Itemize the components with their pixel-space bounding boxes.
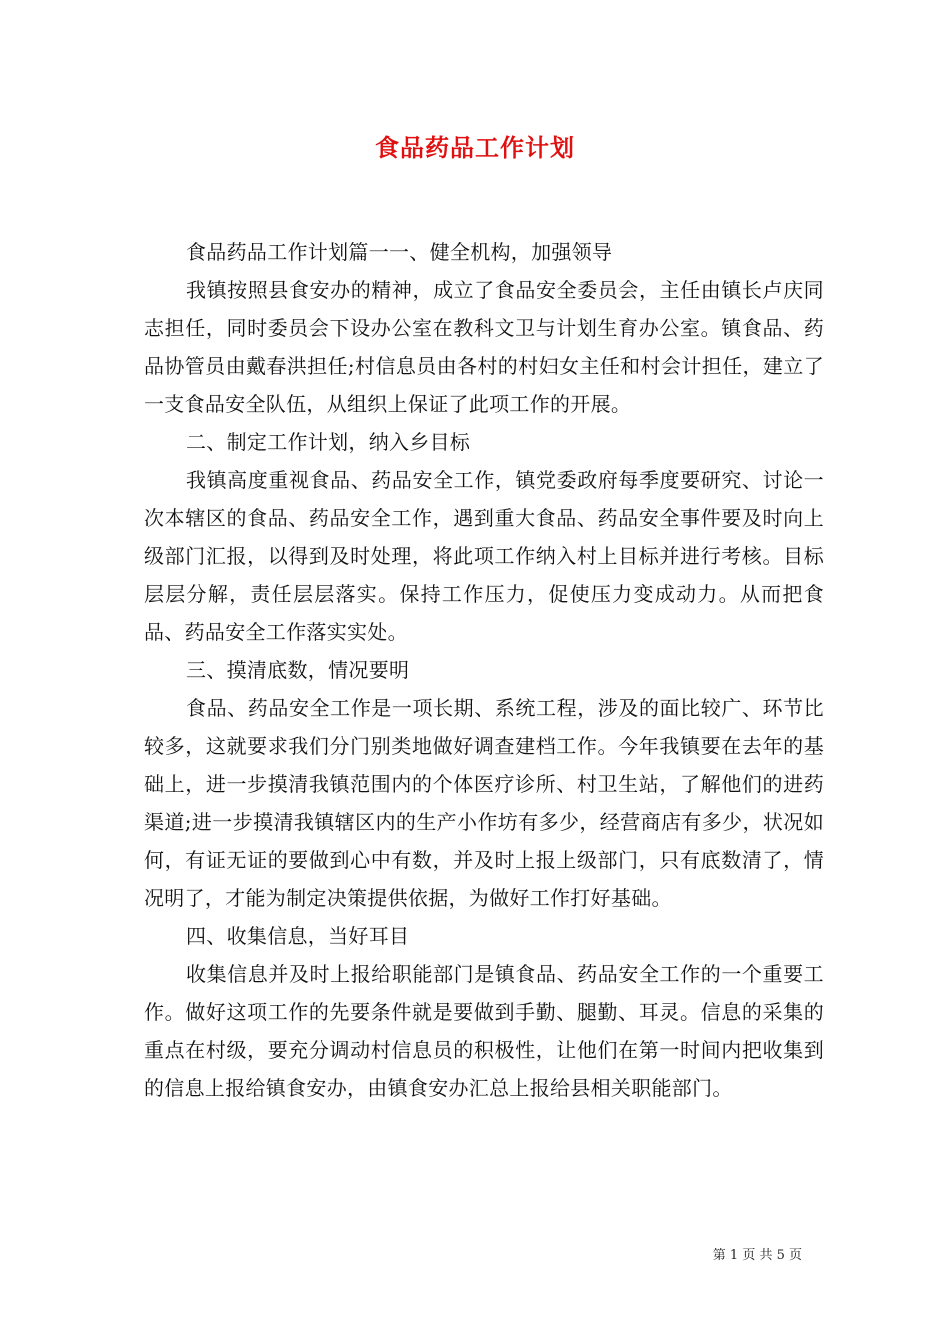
paragraph-3: 食品、药品安全工作是一项长期、系统工程，涉及的面比较广、环节比较多，这就要求我们分门别类地做好调查建档工作。今年我镇要在去年的基础上，进一步摸清我镇范围内的个体医疗诊所、村卫生站，了解他们的进药渠道;进一步摸清我镇辖区内的生产小作坊有多少，经营商店有多少，状况如何，有证无证的要做到心中有数，并及时上报上级部门，只有底数清了，情况明了，才能为制定决策提供依据，为做好工作打好基础。 <box>144 696 824 910</box>
paragraph-2: 我镇高度重视食品、药品安全工作，镇党委政府每季度要研究、讨论一次本辖区的食品、药品安全工作，遇到重大食品、药品安全事件要及时向上级部门汇报，以得到及时处理，将此项工作纳入村上目标并进行考核。目标层层分解，责任层层落实。保持工作压力，促使压力变成动力。从而把食品、药品安全工作落实实处。 <box>144 468 824 644</box>
document-title: 食品药品工作计划 <box>375 133 575 162</box>
page-number-label: 第 1 页 共 5 页 <box>712 1248 802 1263</box>
page-number-footer <box>713 1246 802 1266</box>
paragraph-heading-1: 食品药品工作计划篇一一、健全机构，加强领导 <box>186 240 613 264</box>
document-body <box>144 233 824 1107</box>
paragraph-heading-2: 二、制定工作计划，纳入乡目标 <box>186 430 471 454</box>
paragraph-1: 我镇按照县食安办的精神，成立了食品安全委员会，主任由镇长卢庆同志担任，同时委员会下设办公室在教科文卫与计划生育办公室。镇食品、药品协管员由戴春洪担任;村信息员由各村的村妇女主任和村会计担任，建立了一支食品安全队伍，从组织上保证了此项工作的开展。 <box>144 278 824 416</box>
paragraph-heading-3: 三、摸清底数，情况要明 <box>186 658 410 682</box>
paragraph-4: 收集信息并及时上报给职能部门是镇食品、药品安全工作的一个重要工作。做好这项工作的先要条件就是要做到手勤、腿勤、耳灵。信息的采集的重点在村级，要充分调动村信息员的积极性，让他们在第一时间内把收集到的信息上报给镇食安办，由镇食安办汇总上报给县相关职能部门。 <box>144 962 824 1100</box>
paragraph-heading-4: 四、收集信息，当好耳目 <box>186 924 410 948</box>
